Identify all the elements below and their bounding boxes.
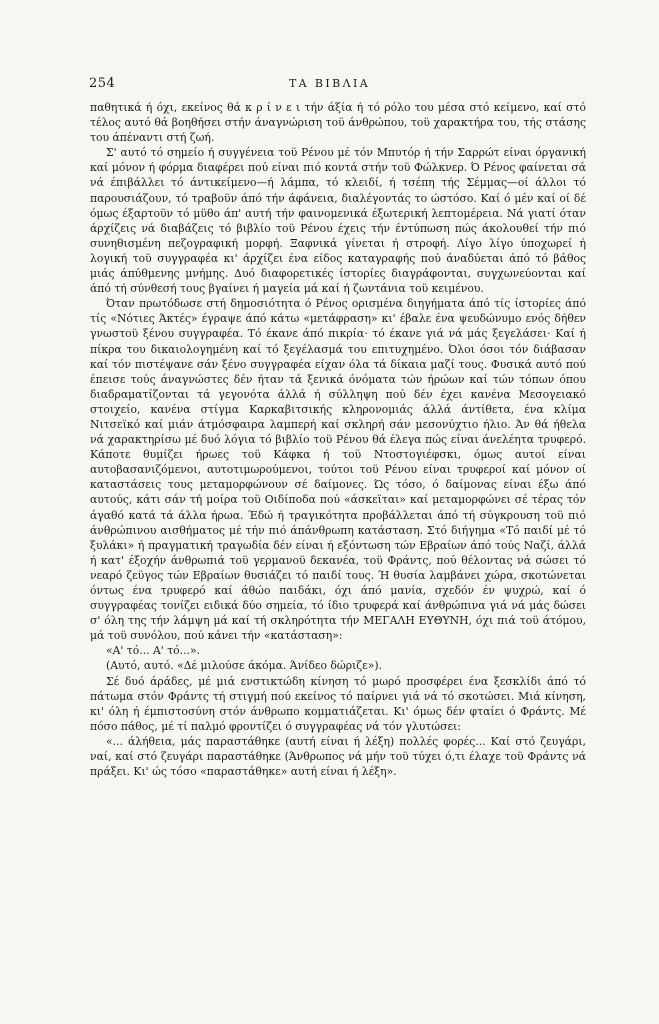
quote-line: (Αυτό, αυτό. «Δέ μιλούσε άκόμα. Άνίδεο δώριζε»).: [106, 659, 382, 673]
running-title: ΤΑ ΒΙΒΛΙΑ: [288, 77, 371, 90]
paragraph: Σέ δυό άράδες, μέ μιά ενστικτώδη κίνηση τό μωρό προσφέρει ένα ξεσκλίδι άπό τό πάτωμα στόν Φράντς τή στιγμή πού εκείνος τό παίρνει γιά νά τό σκοτώσει. Μιά κίνηση, κι' όλη ή έμπιστοσύνη στόν άνθρωπο κομματιάζεται. Κι' όμως δέν φταίει ό Φράντς. Μέ πόσο πάθος, μέ τί παλμό φροντίζει ό συγγραφέας νά τόν γλυτώσει:: [90, 674, 586, 733]
quote-line: «Α' τό... Α' τό...».: [106, 644, 201, 658]
paragraph: Όταν πρωτόδωσε στή δημοσιότητα ό Ρένος ορισμένα διηγήματα άπό τίς ίστορίες άπό τίς «Νότιες Άκτές» έγραψε άπό κάτω «μετάφραση» κι' έβαλε ένα ψευδώνυμο ενός δήθεν γνωστοϋ ξένου συγγραφέα. Τό έκανε άπό πικρία· τό έκανε γιά νά μάς ξεγελάσει· Καί ή πίκρα του δικαιολογημένη καί τό ξεγέλασμά του επιτυχημένο. Όλοι όσοι τόν διάβασαν καί τόν πιστέψανε σάν ξένο συγγραφέα είχαν όλα τά δίκαια μαζί τους. Φυσικά αυτό πού έπεισε τούς άναγνώστες δέν ήταν τά ξενικά όνόματα τών ήρώων καί τών τόπων όπου διαδραματίζονται τά γεγονότα άλλά ή σύλληψη πού δέν έχει κανένα Μεσογειακό στοιχείο, κανένα στίγμα Καρκαβιτσικής κληρονομιάς άλλά άντίθετα, ένα κλίμα Νιτσεϊκό καί μιάν άτμόσφαιρα λαμπερή καί σκληρή σάν μεσονύχτιο ήλιο. Άν θά ήθελα νά χαρακτηρίσω μέ δυό λόγια τό βιβλίο τοϋ Ρένου θά έλεγα πώς είναι άνελέητα τρυφερό. Κάποτε θυμίζει ήρωες τοϋ Κάφκα ή τοϋ Ντοστογιέφσκι, όμως αυτοί είναι αυτοβασανιζόμενοι, αυτοτιμωρούμενοι, τούτοι τοϋ Ρένου είναι τρυφεροί καί μόνον οί καταστάσεις τους μεταμορφώνουν σέ δαίμονες. Ώς τόσο, ό δαίμονας είναι έξω άπό αυτούς, κάτι σάν τή μοίρα τοϋ Οιδίποδα πού «άσκεϊται» καί μεταμορφώνει σέ τέρας τόν άγαθό κατά τά άλλα ήρωα. Έδώ ή τραγικότητα προβάλλεται άπό τή σύγκρουση τοϋ πιό άνθρώπινου αισθήματος μέ τήν πιό άπάνθρωπη κατάσταση. Στό διήγημα «Τό παιδί μέ τό ξυλάκι» ή πραγματική τραγωδία δέν είναι ή εξόντωση τών Εβραίων άπό τούς Ναζί, άλλά ή κατ' έξοχήν άνθρωπιά τοϋ γερμανοϋ δεκανέα, τοϋ Φράντς, πού θέλοντας νά σώσει τό νεαρό ζεϋγος τών Εβραίων θυσιάζει τό παιδί τους. Ή θυσία λαμβάνει χώρα, σκοτώνεται όντως ένα τρυφερό καί άθώο παιδάκι, όχι άπό μανία, σχεδόν έν ψυχρώ, καί ό συγγραφέας τονίζει ειδικά δύο σημεία, τό ίδιο τρυφερά καί άνθρώπινα γιά νά μάς δώσει σ' όλη της τήν λάμψη μά καί τή σκληρότητα τήν ΜΕΓΑΛΗ ΕΥΘΥΝΗ, όχι πιά τοϋ άτόμου, μά τοϋ συνόλου, πού κάνει τήν «κατάσταση»:: [90, 297, 586, 643]
paragraph-continued: παθητικά ή όχι, εκείνος θά κ ρ ί ν ε ι τήν άξία ή τό ρόλο του μέσα στό κείμενο, καί στό τέλος αυτό θά βοηθήσει στήν άναγνώριση τοϋ άνθρώπου, τοϋ χαρακτήρα του, τής στάσης του άπέναντι στή ζωή.: [90, 101, 586, 145]
page-number: 254: [89, 76, 116, 91]
paragraph: Σ' αυτό τό σημείο ή συγγένεια τοϋ Ρένου μέ τόν Μπυτόρ ή τήν Σαρρώτ είναι όργανική καί μόνον ή φόρμα διαφέρει πού είναι πιό κοντά στήν τοϋ Φώλκνερ. Ό Ρένος φαίνεται σά νά έπιβάλλει τό άντικείμενο—ή λάμπα, τό κλειδί, ή τσέπη τής Σέμμας—οί άλλοι τό παρουσιάζουν, τό τραβοϋν άπό τήν άφάνεια, διαλέγοντάς το ώστόσο. Καί ό μέν καί οί δέ όμως έξαρτοϋν τό μϋθο άπ' αυτή τήν φαινομενικά έξωτερική λεπτομέρεια. Νά γιατί όταν άρχίζεις νά διαβάζεις τό βιβλίο τοϋ Ρένου έχεις τήν έντύπωση πώς άκολουθεί τήν πιό συνηθισμένη πεζογραφική μορφή. Ξαφνικά γίνεται ή στροφή. Λίγο λίγο ύποχωρεί ή λογική τοϋ συγγραφέα κι' άρχίζει ένα είδος καταγραφής πού άναδύεται άπό τό βάθος μιάς άπύθμενης μνήμης. Δυό διαφορετικές ίστορίες διαγράφονται, συγχωνεύονται καί άπό τή σύνθεσή τους βγαίνει ή μαγεία μά καί ή ζωντάνια τοϋ κειμένου.: [90, 146, 586, 296]
body-text: [90, 100, 586, 779]
page-header: [0, 0, 659, 100]
quote-paragraph: «... άλήθεια, μάς παραστάθηκε (αυτή είναι ή λέξη) πολλές φορές... Καί στό ζευγάρι, ναί, καί στό ζευγάρι παραστάθηκε (Άνθρωπος νά μήν τοϋ τύχει ό,τι έλαχε τοϋ Φράντς νά πράξει. Κι' ώς τόσο «παραστάθηκε» αυτή είναι ή λέξη».: [90, 734, 586, 779]
